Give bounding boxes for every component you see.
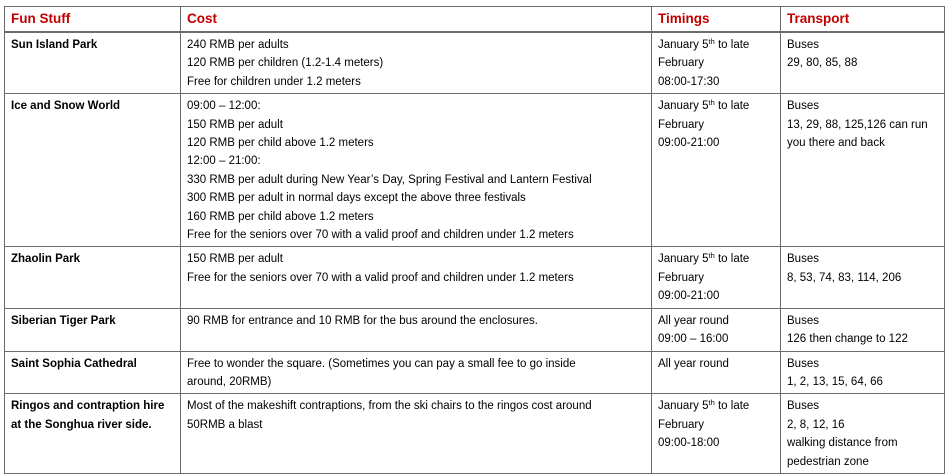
transport-line: pedestrian zone: [787, 455, 869, 468]
timing-line: [658, 250, 774, 268]
cost-line: 12:00 – 21:00:: [187, 155, 261, 168]
timing-text: January 5: [658, 400, 709, 413]
timing-line: [658, 269, 774, 287]
transport-cell: [781, 308, 945, 351]
transport-line: 2, 8, 12, 16: [787, 418, 845, 431]
timing-line: [658, 73, 774, 91]
timing-text: to late: [714, 253, 750, 266]
timing-text: February: [658, 418, 705, 431]
attraction-name: at the Songhua river side.: [11, 418, 152, 431]
attraction-name: Sun Island Park: [11, 39, 98, 51]
cost-line: 09:00 – 12:00:: [187, 100, 261, 113]
cost-line: Free for the seniors over 70 with a valid proof and children under 1.2 meters: [187, 229, 574, 242]
timings-cell: [652, 351, 781, 394]
timing-text: January 5: [658, 39, 709, 51]
transport-line: Buses: [787, 39, 819, 51]
cost-line: 90 RMB for entrance and 10 RMB for the bus around the enclosures.: [187, 314, 538, 327]
cost-line: 330 RMB per adult during New Year’s Day, Spring Festival and Lantern Festival: [187, 173, 592, 186]
header-transport: Transport: [781, 7, 945, 33]
table-row: [5, 32, 945, 94]
attraction-name: Ringos and contraption hire: [11, 400, 165, 413]
cost-line: 150 RMB per adult: [187, 118, 283, 131]
timing-text: All year round: [658, 357, 729, 370]
table-row: [5, 351, 945, 394]
timings-cell: [652, 94, 781, 247]
timings-cell: [652, 308, 781, 351]
attractions-table: [4, 6, 945, 474]
transport-line: walking distance from: [787, 437, 898, 450]
timing-line: [658, 355, 774, 373]
transport-cell: [781, 32, 945, 94]
cost-cell: [181, 247, 652, 308]
timing-line: [658, 287, 774, 305]
attraction-name-cell: [5, 394, 181, 474]
timing-text: All year round: [658, 314, 729, 327]
transport-line: Buses: [787, 253, 819, 266]
cost-cell: [181, 394, 652, 474]
attraction-name-cell: [5, 351, 181, 394]
timings-cell: [652, 394, 781, 474]
cost-line: 300 RMB per adult in normal days except the above three festivals: [187, 192, 526, 205]
header-cost: Cost: [181, 7, 652, 33]
transport-line: Buses: [787, 357, 819, 370]
attraction-name-cell: [5, 308, 181, 351]
table-row: [5, 394, 945, 474]
attraction-name-cell: [5, 94, 181, 247]
timing-line: [658, 397, 774, 415]
timings-cell: [652, 247, 781, 308]
transport-line: Buses: [787, 100, 819, 113]
timing-line: [658, 36, 774, 54]
cost-line: around, 20RMB): [187, 375, 272, 388]
timing-line: [658, 312, 774, 330]
timing-line: [658, 54, 774, 72]
transport-cell: [781, 394, 945, 474]
timing-text: 09:00 – 16:00: [658, 333, 729, 346]
timing-text: 09:00-21:00: [658, 137, 720, 150]
timing-line: [658, 330, 774, 348]
timing-text: January 5: [658, 253, 709, 266]
attraction-name: Saint Sophia Cathedral: [11, 357, 137, 370]
ordinal-suffix: th: [708, 98, 715, 108]
cost-line: 120 RMB per child above 1.2 meters: [187, 137, 374, 150]
attraction-name: Ice and Snow World: [11, 100, 121, 113]
ordinal-suffix: th: [708, 37, 715, 46]
cost-cell: [181, 308, 652, 351]
timings-cell: [652, 32, 781, 94]
cost-line: 160 RMB per child above 1.2 meters: [187, 210, 374, 223]
timing-text: 09:00-21:00: [658, 290, 720, 303]
header-fun-stuff: Fun Stuff: [5, 7, 181, 33]
timing-line: [658, 97, 774, 115]
cost-line: Most of the makeshift contraptions, from the ski chairs to the ringos cost around: [187, 400, 592, 413]
attraction-name-cell: [5, 32, 181, 94]
transport-line: 8, 53, 74, 83, 114, 206: [787, 271, 902, 284]
header-row: [5, 7, 945, 33]
timing-line: [658, 434, 774, 452]
attraction-name: Siberian Tiger Park: [11, 314, 116, 327]
cost-line: 150 RMB per adult: [187, 253, 283, 266]
timing-text: February: [658, 57, 705, 70]
cost-line: 240 RMB per adults: [187, 39, 289, 51]
table-row: [5, 308, 945, 351]
timing-text: to late: [714, 100, 750, 113]
timing-text: to late: [714, 400, 750, 413]
transport-line: Buses: [787, 314, 819, 327]
transport-line: 1, 2, 13, 15, 64, 66: [787, 375, 883, 388]
cost-line: 120 RMB per children (1.2-1.4 meters): [187, 57, 384, 70]
cost-line: Free for the seniors over 70 with a valid proof and children under 1.2 meters: [187, 271, 574, 284]
attraction-name: Zhaolin Park: [11, 253, 81, 266]
ordinal-suffix: th: [708, 251, 715, 261]
transport-cell: [781, 247, 945, 308]
transport-cell: [781, 94, 945, 247]
attraction-name-cell: [5, 247, 181, 308]
transport-line: 29, 80, 85, 88: [787, 57, 858, 70]
timing-line: [658, 416, 774, 434]
timing-text: February: [658, 271, 705, 284]
transport-line: 126 then change to 122: [787, 333, 908, 346]
transport-line: you there and back: [787, 137, 885, 150]
cost-line: Free to wonder the square. (Sometimes you can pay a small fee to go inside: [187, 357, 576, 370]
timing-line: [658, 116, 774, 134]
timing-text: to late: [714, 39, 750, 51]
cost-cell: [181, 351, 652, 394]
ordinal-suffix: th: [708, 398, 715, 408]
transport-cell: [781, 351, 945, 394]
cost-line: 50RMB a blast: [187, 418, 263, 431]
timing-text: 08:00-17:30: [658, 75, 720, 88]
transport-line: Buses: [787, 400, 819, 413]
cost-line: Free for children under 1.2 meters: [187, 75, 361, 88]
transport-line: 13, 29, 88, 125,126 can run: [787, 118, 928, 131]
cost-cell: [181, 32, 652, 94]
timing-text: January 5: [658, 100, 709, 113]
timing-line: [658, 134, 774, 152]
table-body: [5, 32, 945, 473]
table-row: [5, 94, 945, 247]
cost-cell: [181, 94, 652, 247]
timing-text: February: [658, 118, 705, 131]
header-timings: Timings: [652, 7, 781, 33]
timing-text: 09:00-18:00: [658, 437, 720, 450]
table-row: [5, 247, 945, 308]
